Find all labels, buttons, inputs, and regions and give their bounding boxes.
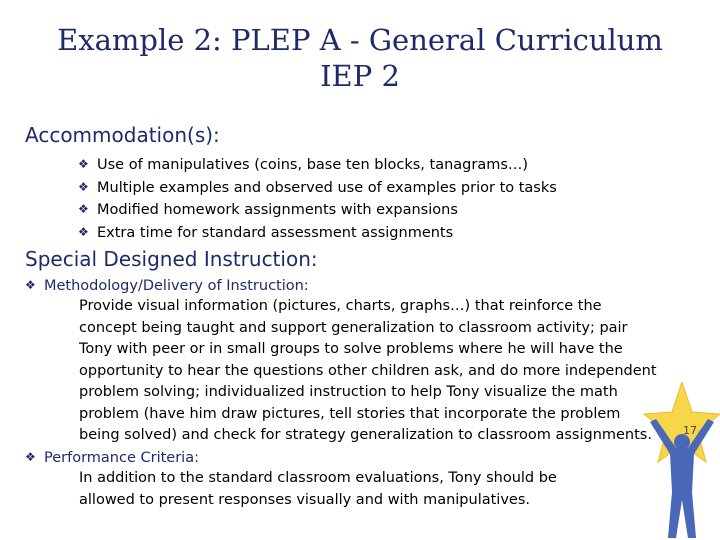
title-line-1: Example 2: PLEP A - General Curriculum xyxy=(57,23,663,57)
list-item xyxy=(78,177,557,200)
performance-heading xyxy=(25,447,199,470)
diamond-bullet-icon: ❖ xyxy=(78,224,89,239)
slide-title xyxy=(40,22,680,94)
paragraph-line: problem solving; individualized instruction to help Tony visualize the math xyxy=(79,384,618,400)
list-item xyxy=(78,199,557,222)
diamond-bullet-icon: ❖ xyxy=(78,157,89,171)
list-item-text: Use of manipulatives (coins, base ten blocks, tanagrams…) xyxy=(97,157,529,173)
paragraph-line: In addition to the standard classroom evaluations, Tony should be xyxy=(79,470,557,486)
title-line-2: IEP 2 xyxy=(320,59,400,93)
paragraph-line: Provide visual information (pictures, charts, graphs…) that reinforce the xyxy=(79,298,602,314)
star-figure-icon xyxy=(640,382,720,540)
paragraph-line: being solved) and check for strategy generalization to classroom assignments. xyxy=(79,427,652,443)
paragraph-line: concept being taught and support generalization to classroom activity; pair xyxy=(79,319,628,336)
sdi-heading: Special Designed Instruction: xyxy=(25,247,318,271)
methodology-paragraph xyxy=(79,296,657,447)
list-item-text: Multiple examples and observed use of examples prior to tasks xyxy=(97,179,557,196)
list-item xyxy=(78,222,557,245)
accommodations-heading: Accommodation(s): xyxy=(25,123,220,147)
diamond-bullet-icon: ❖ xyxy=(25,450,36,464)
paragraph-line: Tony with peer or in small groups to solve problems where he will have the xyxy=(79,341,623,357)
diamond-bullet-icon: ❖ xyxy=(78,179,89,194)
methodology-heading xyxy=(25,275,309,298)
diamond-bullet-icon: ❖ xyxy=(78,202,89,216)
list-item-text: Extra time for standard assessment assignments xyxy=(97,224,454,241)
accommodations-list xyxy=(78,154,557,244)
paragraph-line: opportunity to hear the questions other children ask, and do more independent xyxy=(79,362,657,379)
list-item xyxy=(78,154,557,177)
list-item-text: Modified homework assignments with expansions xyxy=(97,202,458,218)
paragraph-line: allowed to present responses visually and with manipulatives. xyxy=(79,491,530,508)
performance-paragraph xyxy=(79,468,557,511)
paragraph-line: problem (have him draw pictures, tell stories that incorporate the problem xyxy=(79,405,621,422)
performance-label: Performance Criteria: xyxy=(44,450,199,466)
diamond-bullet-icon: ❖ xyxy=(25,278,36,292)
page-number: 17 xyxy=(683,424,697,437)
methodology-label: Methodology/Delivery of Instruction: xyxy=(44,278,309,294)
